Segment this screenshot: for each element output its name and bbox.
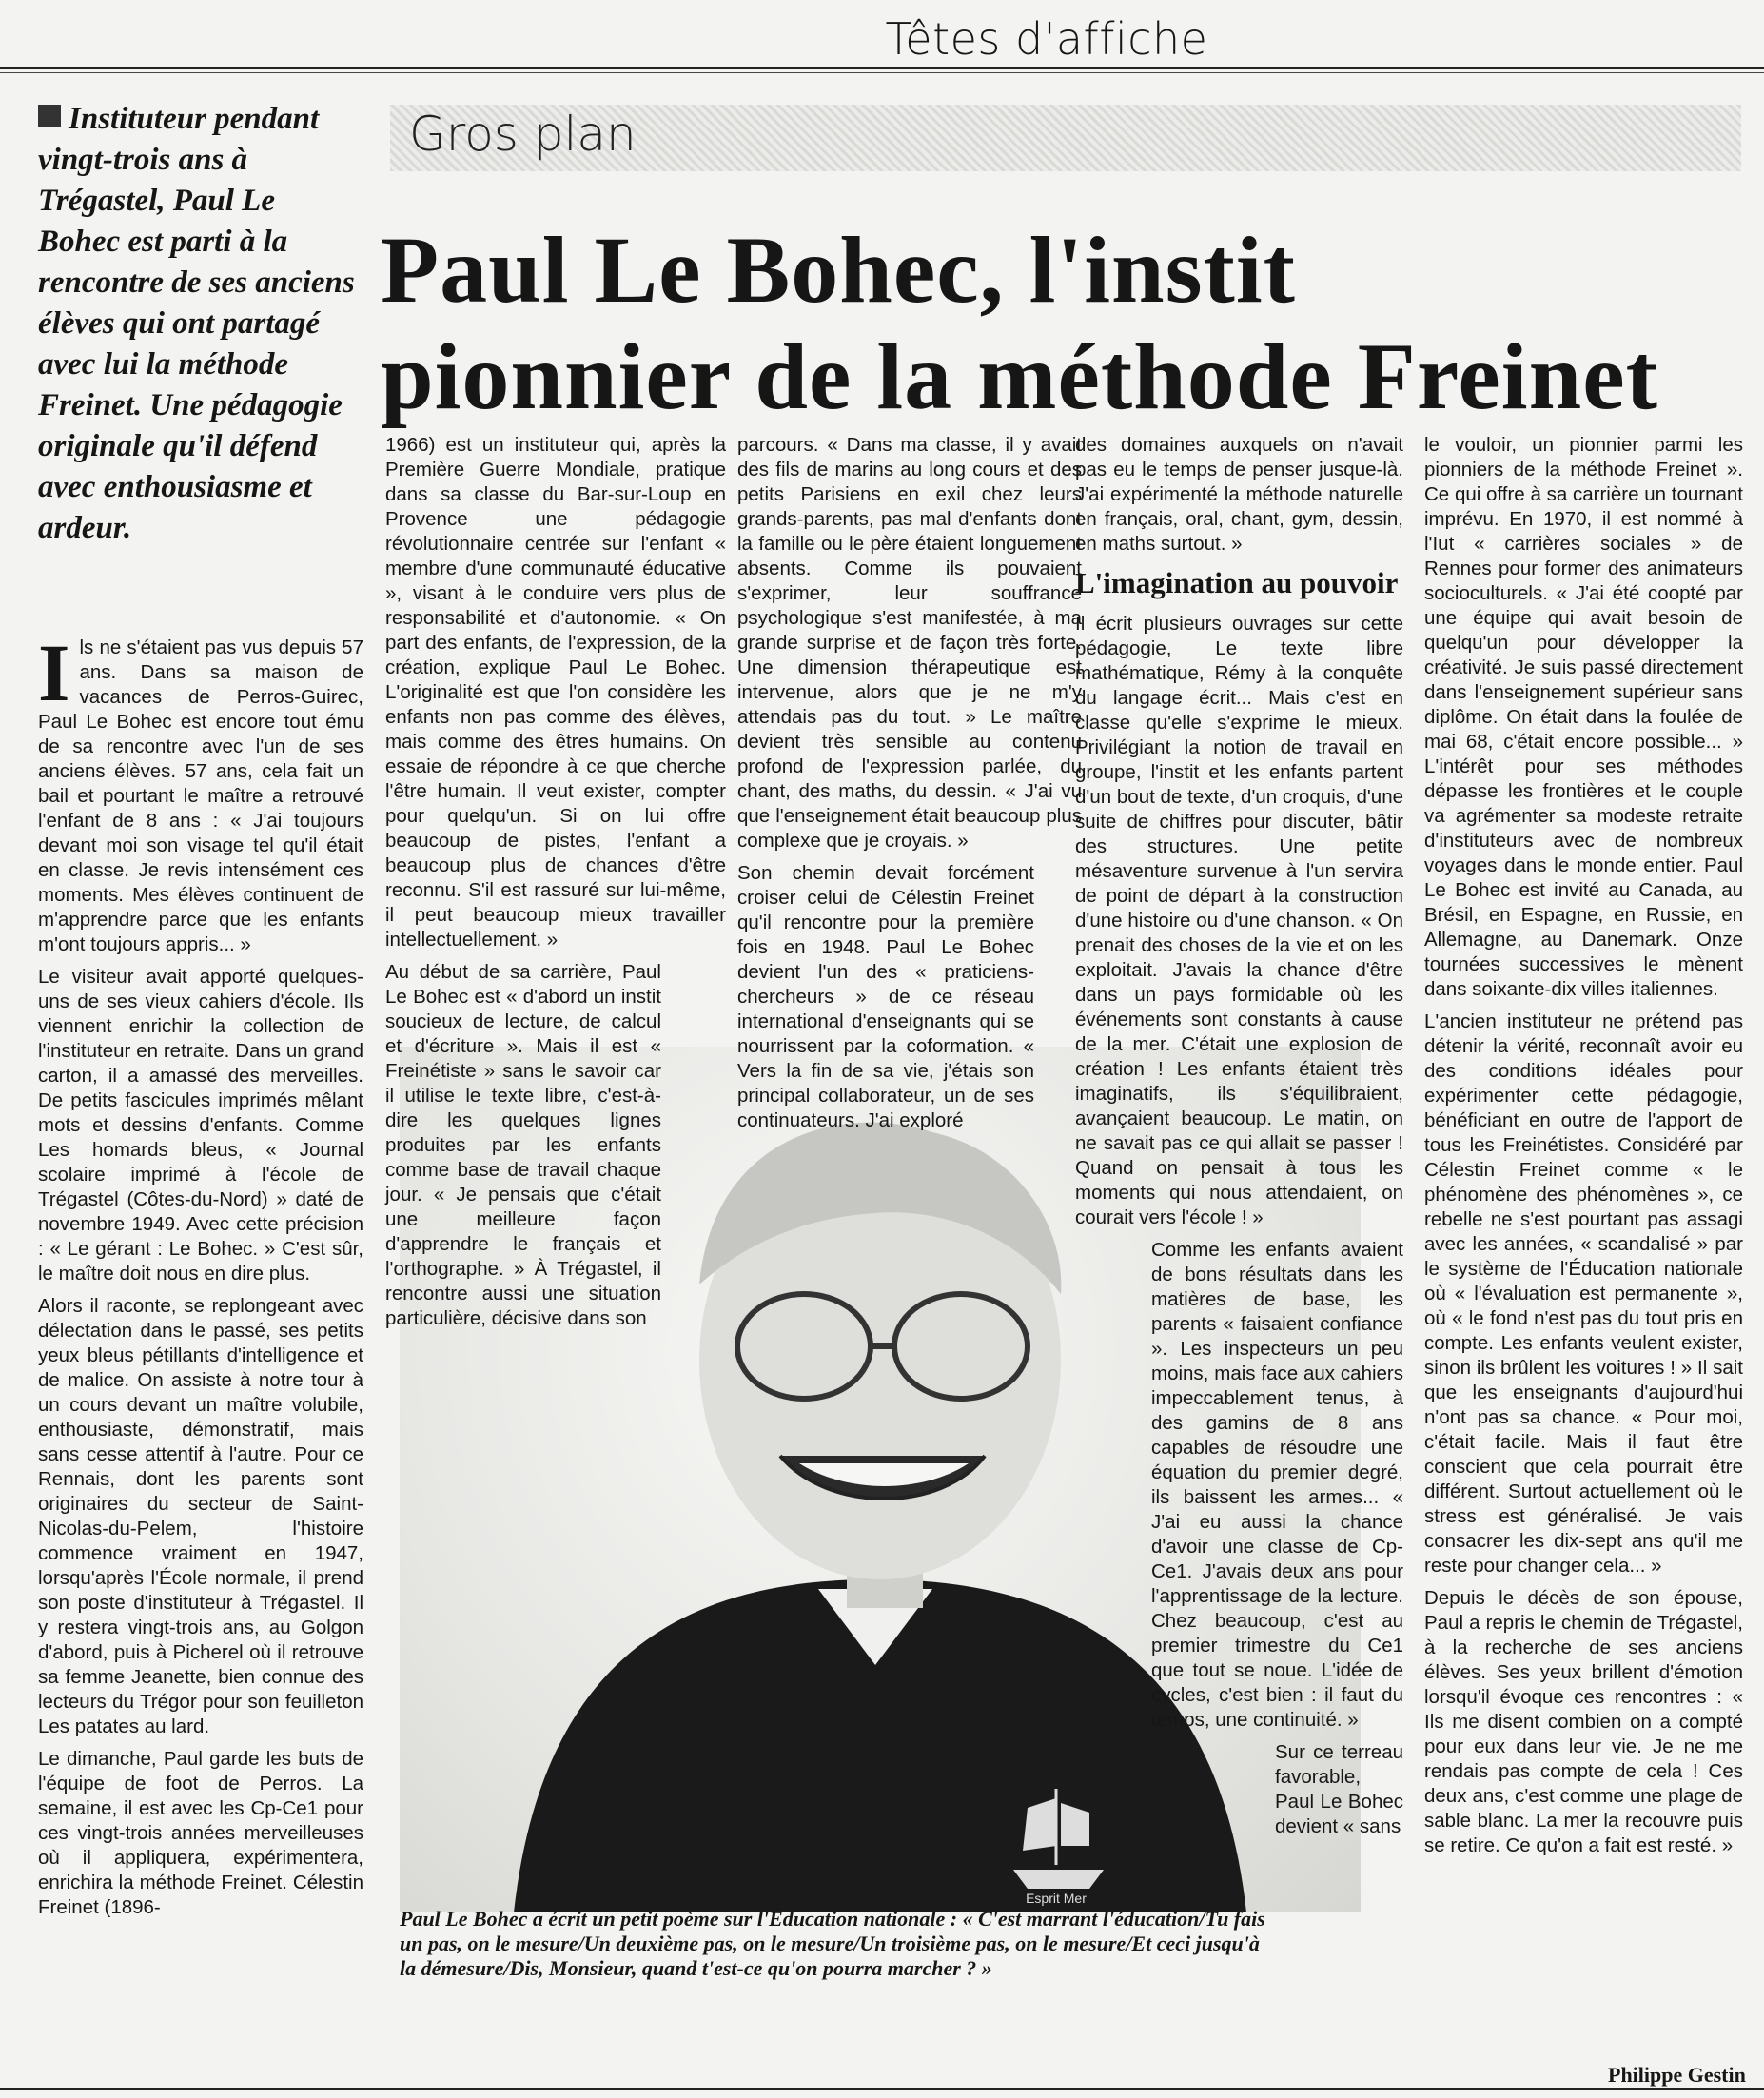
top-rule (0, 67, 1764, 69)
paragraph: parcours. « Dans ma classe, il y avait des fils de marins au long cours et des petits Parisiens en exil chez leurs grands-parents, pas mal d'enfants dont la famille ou le père étaient longuement absents. Comme ils pouvaient s'exprimer, leur souffrance psychologique s'est manifestée, à ma grande surprise et de façon très forte. Une dimension thérapeutique est intervenue, alors que je ne m'y attendais pas du tout. » Le maître devient très sensible au contenu profond de l'expression parlée, du chant, des maths, du dessin. « J'ai vu que l'enseignement était beaucoup plus complexe que je croyais. » (737, 434, 1082, 852)
paragraph: L'ancien instituteur ne prétend pas détenir la vérité, reconnaît avoir eu des conditions idéales pour expérimenter cette pédagogie, bénéficiant en outre de l'apport de tous les Freinétistes. Considéré par Célestin Freinet comme « le phénomène des phénomènes », ce rebelle ne s'est pourtant pas assagi avec les années, « scandalisé » par le système de l'Éducation nationale où « l'évaluation est permanente », où « le fond n'est pas du tout pris en compte. Les enfants veulent exister, sinon ils brûlent les voitures ! » Il sait que les enseignants d'aujourd'hui n'ont pas sa chance. « Pour moi, c'était facile. Mais il faut être conscient que cela pourrait être différent. Surtout actuellement où le stress est généralisé. Je vais consacrer les dix-sept ans qu'il me reste pour changer cela... » (1424, 1010, 1743, 1577)
paragraph: le vouloir, un pionnier parmi les pionniers de la méthode Freinet ». Ce qui offre à sa carrière un tournant imprévu. En 1970, il est nommé à l'Iut « carrières sociales » de Rennes pour former des animateurs socioculturels. « J'ai été coopté par une équipe qui avait besoin de quelqu'un pour développer la créativité. Je suis passé directement dans l'enseignement supérieur sans diplôme. On était dans la foulée de mai 68, c'était encore possible... » L'intérêt pour ses méthodes dépasse les frontières et le couple va agrémenter sa modeste retraite d'instituteurs avec de nombreux voyages dans le monde entier. Paul Le Bohec est invité au Canada, au Brésil, en Espagne, en Russie, en Allemagne, au Danemark. Onze tournées successives le mènent dans soixante-dix villes italiennes. (1424, 434, 1743, 1000)
paragraph: Depuis le décès de son épouse, Paul a repris le chemin de Trégastel, à la recherche de ses anciens élèves. Ses yeux brillent d'émotion lorsqu'il évoque ces rencontres : « Ils me disent combien on a compté pour eux dans leur vie. Je ne me rendais pas compte de cela ! Ces deux ans, c'est comme une plage de sable blanc. La mer la recouvre puis se retire. Ce qu'on a fait est resté. » (1424, 1587, 1743, 1856)
paragraph: Comme les enfants avaient de bons résultats dans les matières de base, les parents « faisaient confiance ». Les inspecteurs un peu moins, mais face aux cahiers impeccablement tenus, à des gamins de 8 ans capables de résoudre une équation du premier degré, ils baissent les armes... « J'ai eu aussi la chance d'avoir une classe de Cp-Ce1. J'avais deux ans pour l'apprentissage de la lecture. Chez beaucoup, c'est au premier trimestre du Ce1 que tout se noue. L'idée de cycles, c'est bien : il faut du temps, une continuité. » (1151, 1239, 1403, 1731)
paragraph: 1966) est un instituteur qui, après la Première Guerre Mondiale, pratique dans sa classe du Bar-sur-Loup en Provence une pédagogie révolutionnaire centrée sur l'enfant « membre d'une communauté éducative », visant à le conduire vers plus de responsabilité et d'autonomie. « On part des enfants, de l'expression, de la création, explique Paul Le Bohec. L'originalité est que l'on considère les enfants non pas comme des élèves, mais comme des êtres humains. On essaie de répondre à ce que cherche l'être humain. Il veut exister, compter pour quelqu'un. Si on lui offre beaucoup de pistes, l'enfant a beaucoup plus de chances d'être reconnu. S'il est rassuré sur lui-même, il peut beaucoup mieux travailler intellectuellement. » (385, 434, 726, 951)
paragraph: Son chemin devait forcément croiser celui de Célestin Freinet qu'il rencontre pour la première fois en 1948. Paul Le Bohec devient l'un des « praticiens-chercheurs » de ce réseau international d'enseignants qui se nourrissent par la coformation. « Vers la fin de sa vie, j'étais son principal collaborateur, un de ses continuateurs. J'ai exploré (737, 862, 1034, 1131)
paragraph (38, 627, 363, 957)
paragraph: Le dimanche, Paul garde les buts de l'équipe de foot de Perros. La semaine, il est avec les Cp-Ce1 pour ces vingt-trois années merveilleuses où il appliquera, expérimentera, enrichira la méthode Freinet. Célestin Freinet (1896- (38, 1748, 363, 1918)
subheading: L'imagination au pouvoir (1075, 566, 1399, 599)
article-column-5 (1424, 433, 1743, 1866)
section-rubric: Têtes d'affiche (885, 13, 1208, 65)
paragraph-text: ls ne s'étaient pas vus depuis 57 ans. Dans sa maison de vacances de Perros-Guirec, Paul Le Bohec est encore tout ému de sa rencontre avec l'un de ses anciens élèves. 57 ans, cela fait un bail et pourtant le maître a retrouvé l'enfant de 8 ans : « J'ai toujours devant moi son visage tel qu'il était en classe. Je revis intensément ces moments. Mes élèves continuent de m'apprendre parce que les enfants m'ont toujours appris... » (38, 637, 363, 955)
article-column-2 (385, 433, 726, 1339)
headline-line-2: pionnier de la méthode Freinet (381, 324, 1658, 429)
author-signature: Philippe Gestin (1608, 2063, 1746, 2087)
paragraph: Sur ce terreau favorable, Paul Le Bohec devient « sans (1275, 1741, 1403, 1837)
drop-cap: I (38, 627, 70, 718)
article-column-4 (1075, 433, 1403, 1847)
paragraph: Le visiteur avait apporté quelques-uns de ses vieux cahiers d'école. Ils viennent enrichir la collection de l'instituteur en retraite. Dans un grand carton, il a amassé des merveilles. De petits fascicules imprimés mêlant mots et dessins d'enfants. Comme Les homards bleus, « Journal scolaire imprimé à l'école de Trégastel (Côtes-du-Nord) » daté de novembre 1949. Avec cette précision : « Le gérant : Le Bohec. » C'est sûr, le maître doit nous en dire plus. (38, 966, 363, 1284)
bottom-rule (0, 2088, 1764, 2090)
ship-inscription: Esprit Mer (1026, 1891, 1087, 1906)
headline-line-1: Paul Le Bohec, l'instit (381, 217, 1296, 323)
lead-text: Instituteur pendant vingt-trois ans à Trégastel, Paul Le Bohec est parti à la rencontre de ses anciens élèves qui ont partagé avec lui la méthode Freinet. Une pédagogie originale qu'il défend avec enthousiasme et ardeur. (38, 102, 355, 545)
square-bullet-icon (38, 105, 61, 127)
lead-paragraph (38, 99, 362, 549)
paragraph: Alors il raconte, se replongeant avec délectation dans le passé, ses petits yeux bleus pétillants d'intelligence et de malice. On assiste à notre tour à un cours devant un maître volubile, enthousiaste, démonstratif, mais sans cesse attentif à l'autre. Pour ce Rennais, dont les parents sont originaires du secteur de Saint-Nicolas-du-Pelem, l'histoire commence vraiment en 1947, lorsqu'après l'École normale, il prend son poste d'instituteur à Trégastel. Il y restera vingt-trois ans, au Golgon d'abord, puis à Picherel où il retrouve sa femme Jeanette, bien connue des lecteurs du Trégor pour son feuilleton Les patates au lard. (38, 1295, 363, 1737)
paragraph: des domaines auxquels on n'avait pas eu le temps de penser jusque-là. J'ai expérimenté la méthode naturelle en français, oral, chant, gym, dessin, en maths surtout. » (1075, 434, 1403, 555)
article-column-3 (737, 433, 1082, 1141)
section-label: Gros plan (409, 107, 637, 162)
headline (381, 217, 1751, 430)
article-column-1 (38, 627, 363, 1928)
paragraph: Il écrit plusieurs ouvrages sur cette pédagogie, Le texte libre mathématique, Rémy à la conquête du langage écrit... Mais c'est en classe qu'elle s'exprime le mieux. Privilégiant la notion de travail en groupe, l'instit et les enfants partent d'un bout de texte, d'un croquis, d'une suite de chiffres pour discuter, bâtir des structures. Une petite mésaventure survenue à l'un servira de point de départ à la construction d'une histoire ou d'une chanson. « On prenait des choses de la vie et on les exploitait. J'avais la chance d'être dans un pays formidable où les événements sont constants à cause de la mer. C'était une explosion de création ! Les enfants étaient très imaginatifs, ils s'équilibraient, avançaient beaucoup. Le matin, on ne savait pas ce qui allait se passer ! Quand on pensait à tous les moments qui nous attendaient, on courait vers l'école ! » (1075, 613, 1403, 1228)
top-rule-thin (0, 72, 1764, 73)
photo-caption: Paul Le Bohec a écrit un petit poème sur l'Éducation nationale : « C'est marrant l'éducation/Tu fais un pas, on le mesure/Un deuxième pas, on le mesure/Un troisième pas, on le mesure/Et ceci jusqu'à la démesure/Dis, Monsieur, quand t'est-ce qu'on pourra marcher ? » (400, 1907, 1265, 1980)
paragraph: Au début de sa carrière, Paul Le Bohec est « d'abord un instit soucieux de lecture, de calcul et d'écriture ». Mais il est « Freinétiste » sans le savoir car il utilise le texte libre, c'est-à-dire les quelques lignes produites par les enfants comme base de travail chaque jour. « Je pensais que c'était une meilleure façon d'apprendre le français et l'orthographe. » À Trégastel, il rencontre aussi une situation particulière, décisive dans son (385, 961, 661, 1329)
